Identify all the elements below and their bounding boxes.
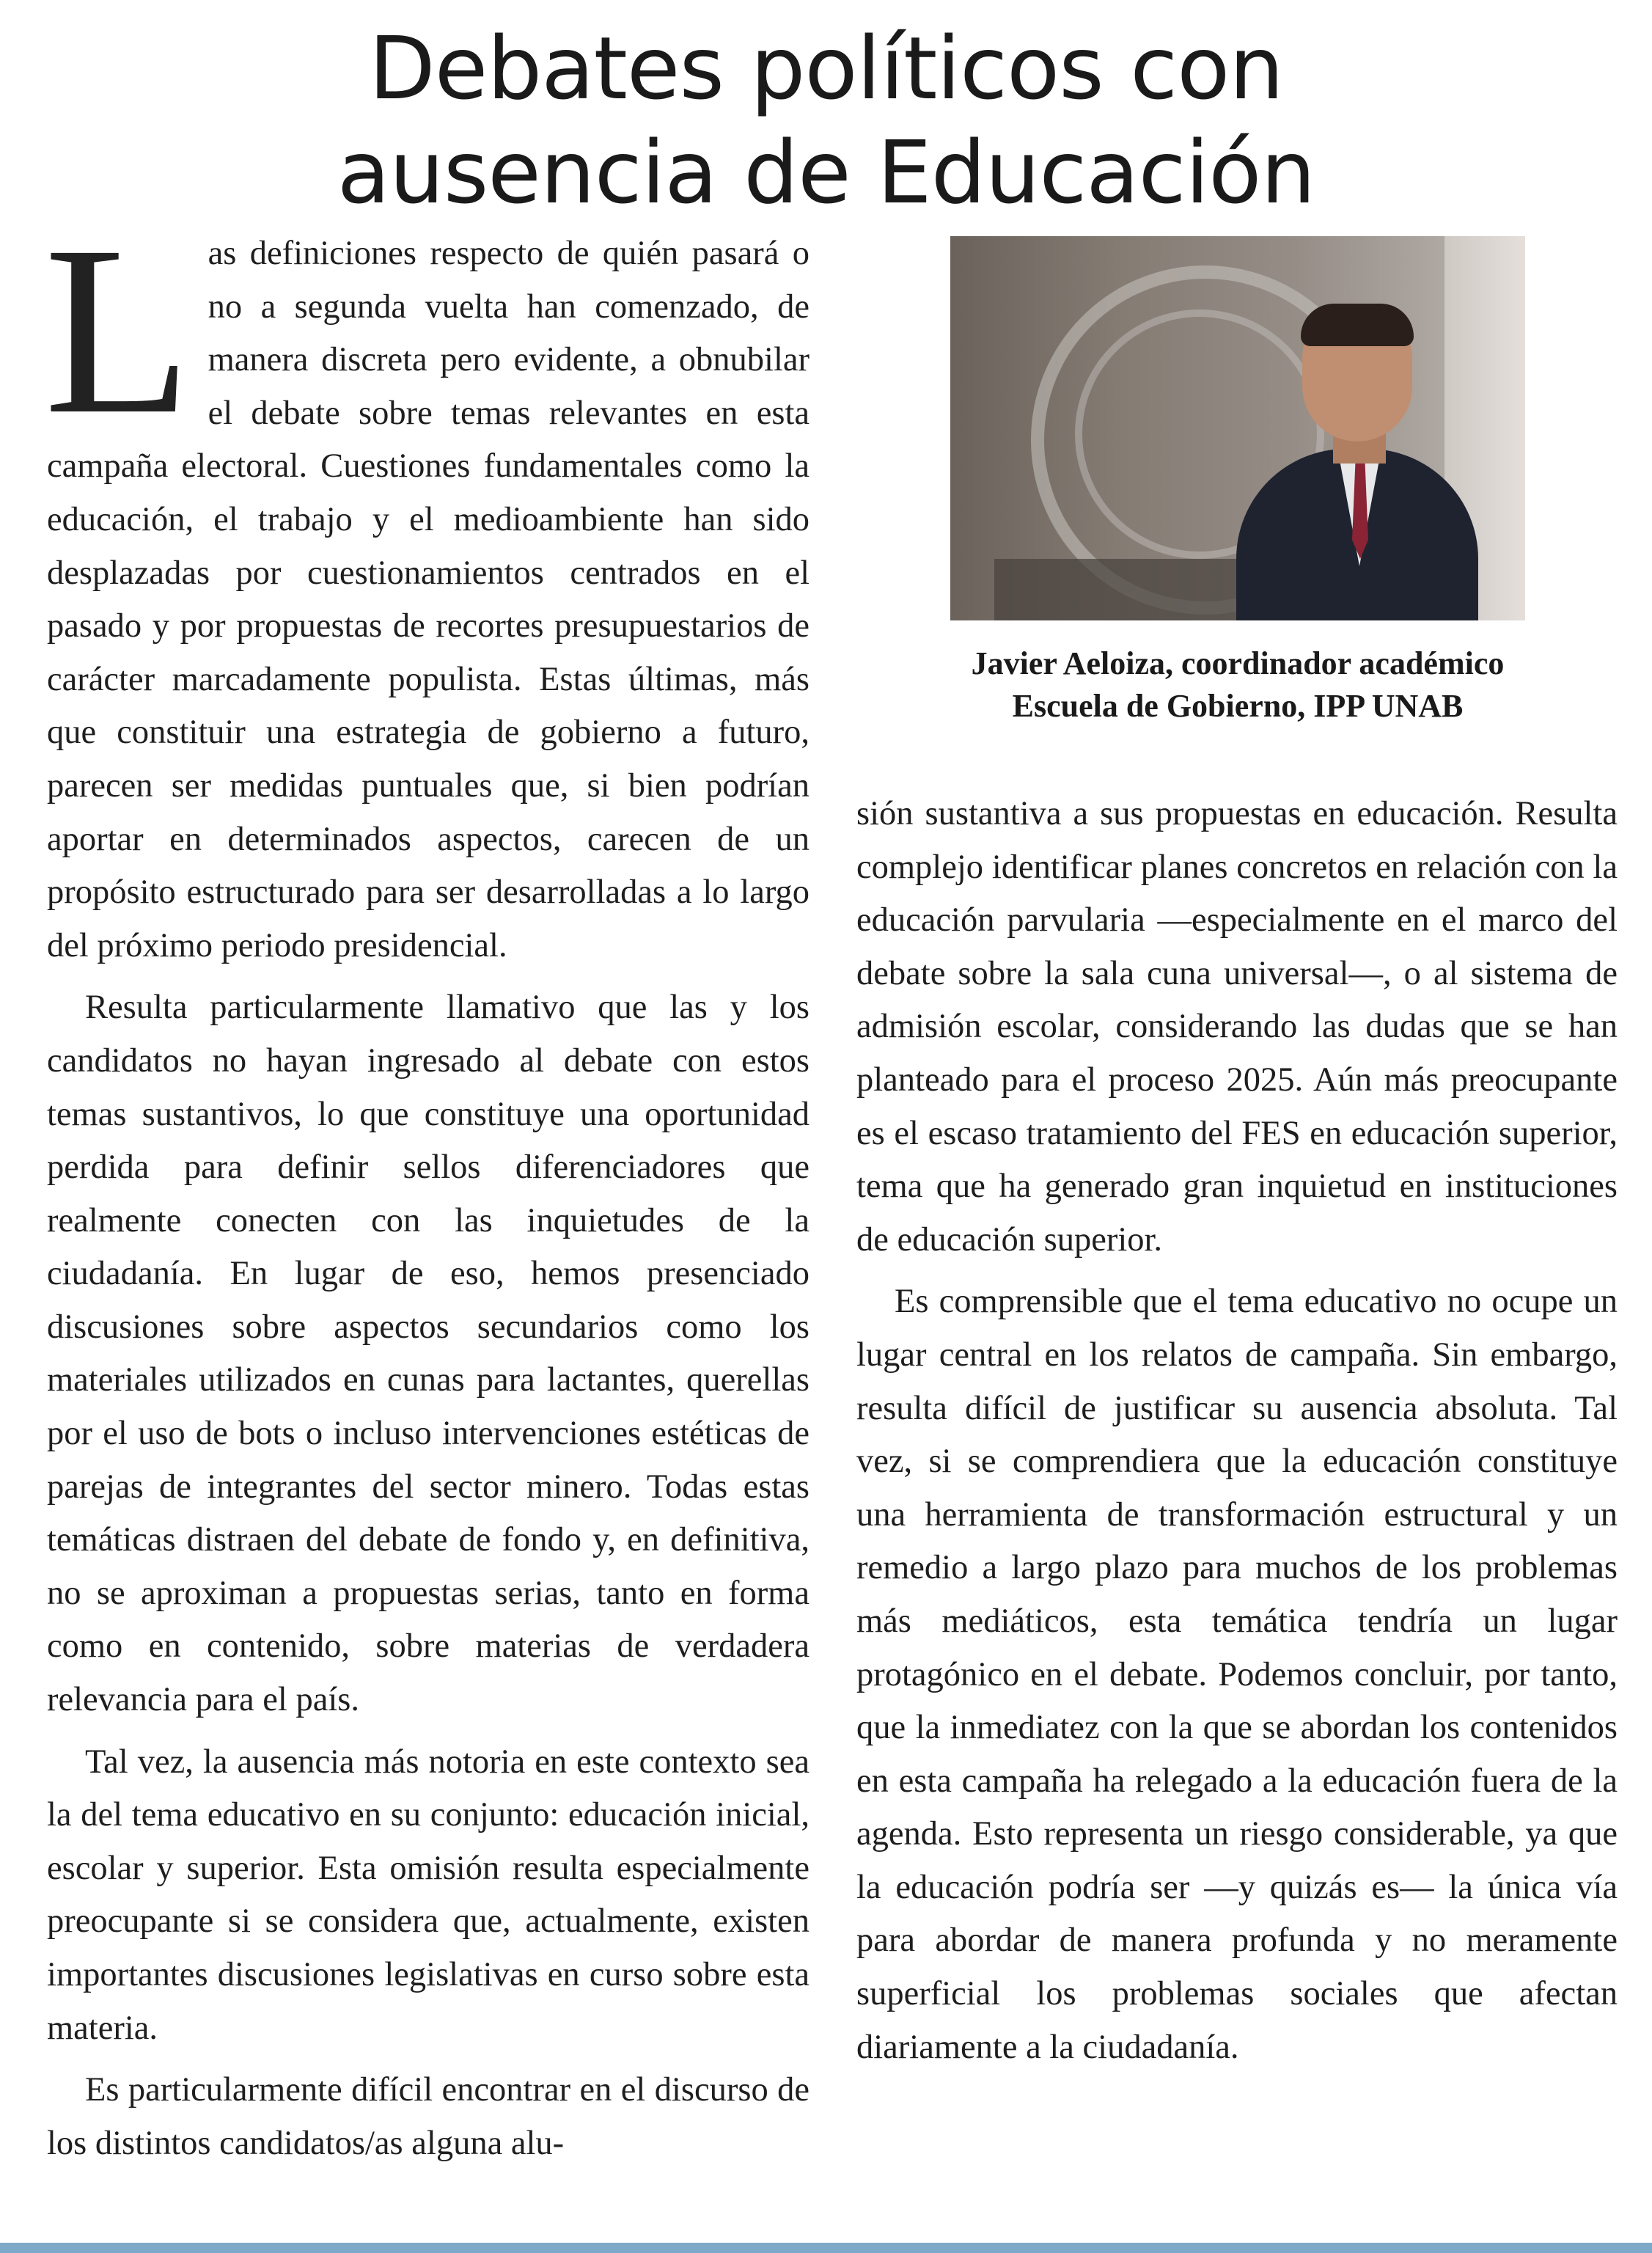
paragraph-2: Resulta particularmente llamativo que las y los candidatos no hayan ingresado al debate con estos temas sustantivos, lo que constituye una oportunidad perdida para definir sellos diferenciadores que realmente conecten con las inquietudes de la ciudadanía. En lugar de eso, hemos presenciado discusiones sobre aspectos secundarios como los materiales utilizados en cunas para lactantes, querellas por el uso de bots o incluso intervenciones estéticas de parejas de integrantes del sector minero. Todas estas temáticas distraen del debate de fondo y, en definitiva, no se aproximan a propuestas serias, tanto en forma como en contenido, sobre materias de verdadera relevancia para el país. [47, 989, 810, 1719]
right-column [856, 788, 1618, 2074]
paragraph-4-continued: sión sustantiva a sus propuestas en educación. Resulta complejo identificar planes concretos en relación con la educación parvularia —especialmente en el marco del debate sobre la sala cuna universal—, o al sistema de admisión escolar, considerando las dudas que se han planteado para el proceso 2025. Aún más preocupante es el escaso tratamiento del FES en educación superior, tema que ha generado gran inquietud en instituciones de educación superior. [856, 795, 1618, 1259]
photo-caption-line-2: Escuela de Gobierno, IPP UNAB [1012, 688, 1464, 724]
article-title-line-1: Debates políticos con [368, 18, 1284, 119]
article-title-line-2: ausencia de Educación [337, 122, 1315, 223]
photo-caption [858, 642, 1618, 728]
author-photo [950, 236, 1525, 620]
drop-cap: L [44, 197, 192, 464]
photo-caption-line-1: Javier Aeloiza, coordinador académico [971, 645, 1505, 681]
paragraph-5: Es comprensible que el tema educativo no ocupe un lugar central en los relatos de campaña. Sin embargo, resulta difícil de justificar su ausencia absoluta. Tal vez, si se comprendiera que la educación constituye una herramienta de transformación estructural y un remedio a largo plazo para muchos de los problemas más mediáticos, esta temática tendría un lugar protagónico en el debate. Podemos concluir, por tanto, que la inmediatez con la que se abordan los contenidos en esta campaña ha relegado a la educación fuera de la agenda. Esto representa un riesgo considerable, ya que la educación podría ser —y quizás es— la única vía para abordar de manera profunda y no meramente superficial los problemas sociales que afectan diariamente a la ciudadanía. [856, 1283, 1618, 2066]
bottom-rule [0, 2243, 1652, 2253]
lead-paragraph [44, 197, 810, 972]
lead-text: as definiciones respecto de quién pasará o no a segunda vuelta han comenzado, de manera discreta pero evidente, a obnubilar el debate sobre temas relevantes en esta campaña electoral. Cuestiones fundamentales como la educación, el trabajo y el medioambiente han sido desplazadas por cuestionamientos centrados en el pasado y por propuestas de recortes presupuestarios de carácter marcadamente populista. Estas últimas, más que constituir una estrategia de gobierno a futuro, parecen ser medidas puntuales que, si bien podrían aportar en determinados aspectos, carecen de un propósito estructurado para ser desarrolladas a lo largo del próximo periodo presidencial. [47, 235, 810, 964]
left-column [44, 197, 810, 2170]
paragraph-3: Tal vez, la ausencia más notoria en este contexto sea la del tema educativo en su conjunto: educación inicial, escolar y superior. Esta omisión resulta especialmente preocupante si se considera que, actualmente, existen importantes discusiones legislativas en curso sobre esta materia. [47, 1743, 810, 2047]
paragraph-4: Es particularmente difícil encontrar en el discurso de los distintos candidatos/as alguna alu- [47, 2071, 810, 2162]
photo-person-hair [1301, 304, 1414, 346]
article-title [0, 16, 1652, 224]
